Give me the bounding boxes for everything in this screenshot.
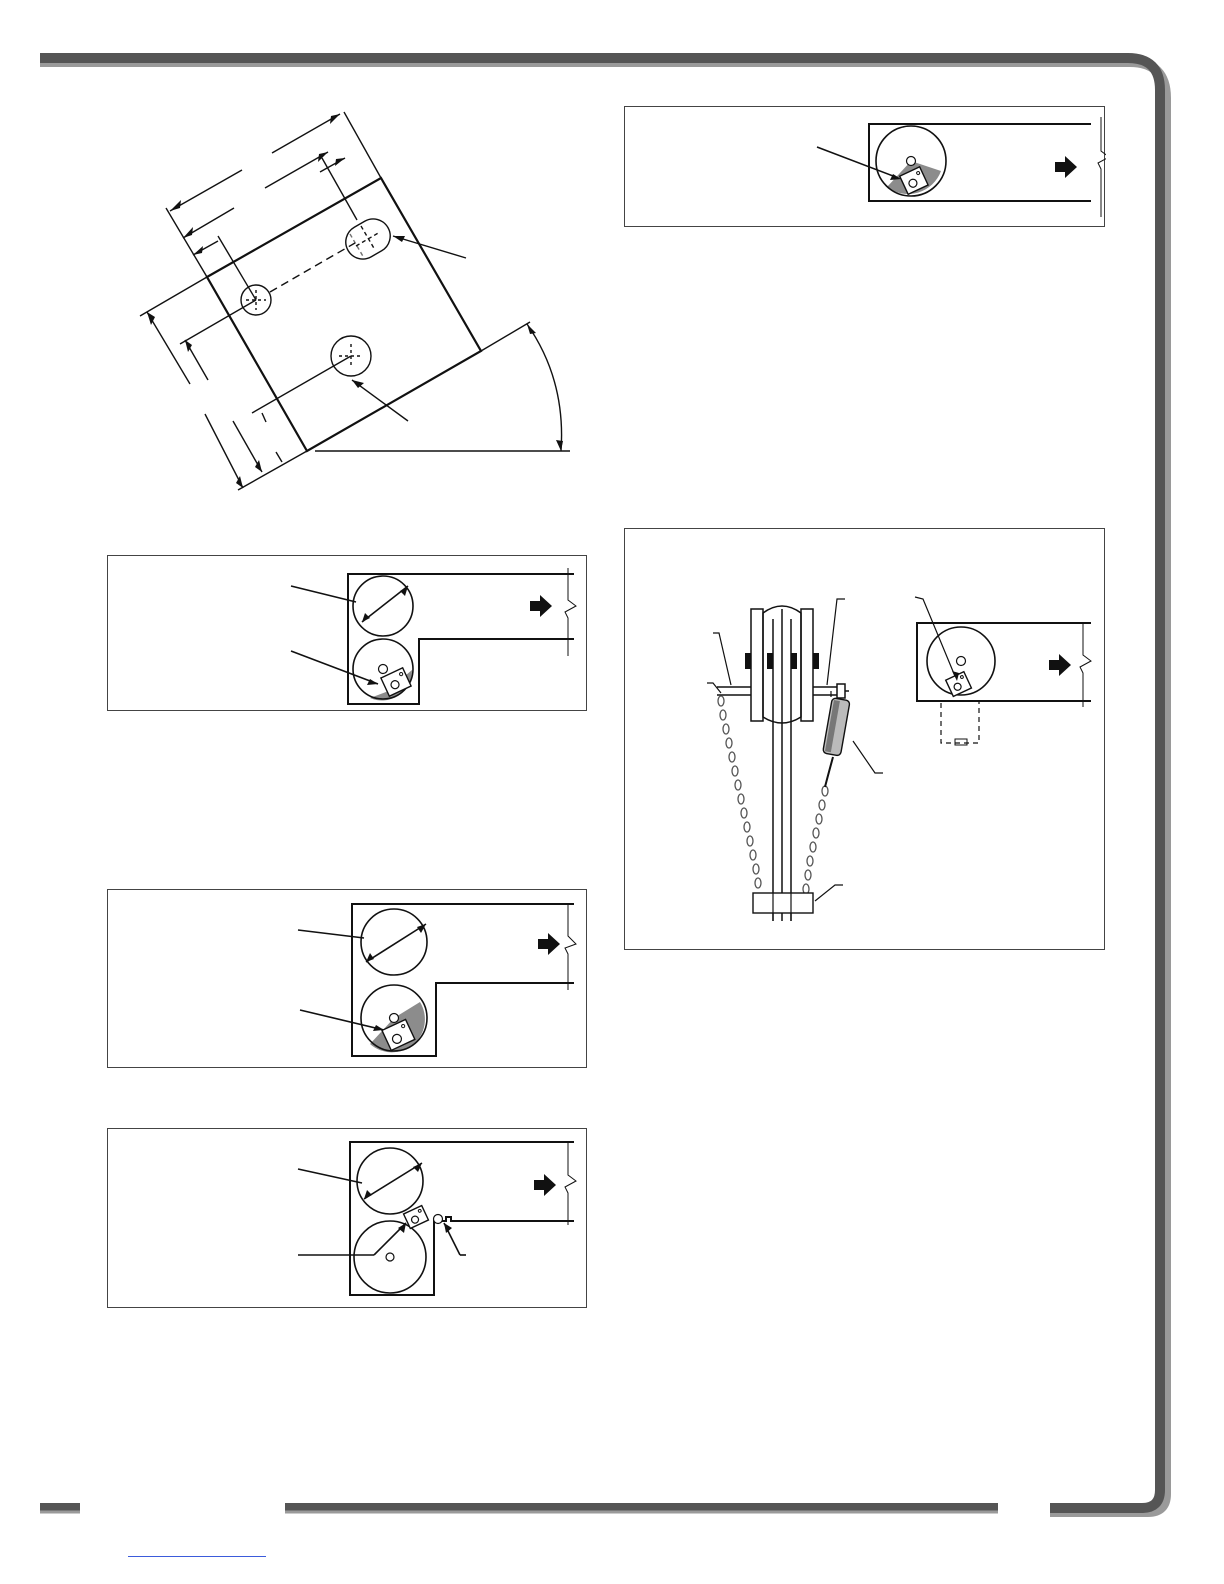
gearmotor-panel-c (107, 1128, 587, 1308)
gearmotor-panel-b (107, 889, 587, 1068)
direction-arrow-icon (530, 595, 552, 617)
angle-arc-icon (527, 324, 562, 451)
direction-arrow-icon (1055, 156, 1077, 178)
chain-icon (718, 696, 761, 888)
footer-link-underline (128, 1556, 266, 1557)
idler-hole-icon (434, 1215, 443, 1224)
sprocket-circle-icon (361, 909, 427, 975)
slot-hole-icon (340, 213, 397, 265)
chain-and-sheave-panel (624, 528, 1105, 950)
sprocket-circle-icon (357, 1148, 423, 1214)
gearmotor-panel-a (107, 555, 587, 711)
direction-arrow-icon (534, 1174, 556, 1196)
direction-arrow-icon (1049, 654, 1071, 676)
cylinder-icon (823, 698, 850, 756)
lower-sprocket-panel (624, 106, 1105, 227)
sheave-icon (717, 606, 849, 921)
direction-arrow-icon (538, 933, 560, 955)
base-block-icon (753, 893, 813, 913)
